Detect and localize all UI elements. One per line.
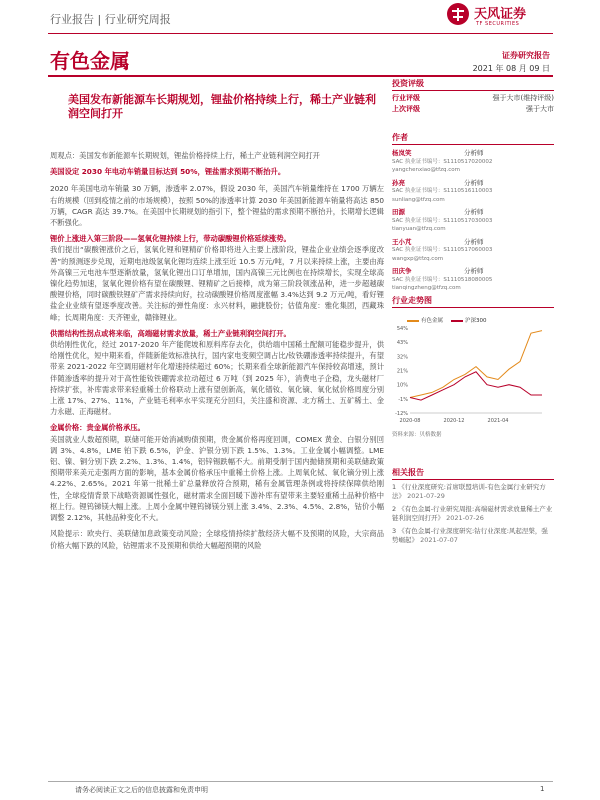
rating-panel [392,78,554,115]
author-name: 田源 [392,208,405,216]
page-number: 1 [540,785,545,793]
logo-text: 天风证券 [474,7,527,22]
author-item [392,149,554,175]
author-role: 分析师 [464,178,484,187]
y-tick-label: -1% [398,396,408,403]
report-type: 证券研究报告 [502,51,550,60]
authors-section-title: 作者 [392,132,554,145]
author-role: 分析师 [464,149,484,157]
title-divider [48,75,553,77]
author-cert: SAC 执业证书编号：S1110516110003 [392,188,493,194]
x-tick-label: 2020-12 [443,418,465,424]
author-name: 王小芃 [392,237,412,246]
author-role: 分析师 [464,208,484,216]
rating-section-title: 投资评级 [392,78,554,91]
report-date: 2021 年 08 月 09 日 [472,64,550,73]
author-cert: SAC 执业证书编号：S1110518080005 [392,276,493,283]
related-report-date: 2021-07-29 [407,492,445,500]
related-report-title: 2 《有色金属-行业研究周报:高端磁材需求放量稀土产业链利润空间打开》 [392,504,553,522]
author-item [392,208,554,234]
footer-disclaimer: 请务必阅读正文之后的信息披露和免责申明 [75,786,208,794]
logo-subtext: TF SECURITIES [476,21,520,27]
related-report-title: 3 《有色金属-行业深度研究:钴行业深度:风起涅槃，强势崛起》 [392,526,548,544]
authors-panel [392,132,554,293]
industry-rating-row [392,93,554,104]
author-cert: SAC 执业证书编号：S1110517030003 [392,217,493,224]
summary: 周观点：美国发布新能源车长期规划，锂盐价格持续上行，稀土产业链利润空间打开 [50,151,320,160]
author-name: 田庆争 [392,267,412,275]
industry-rating-value: 强于大市(维持评级) [492,94,554,102]
industry-rating-label: 行业评级 [392,94,420,102]
author-item [392,267,554,293]
y-tick-label: 43% [396,340,408,347]
y-tick-label: 54% [396,326,408,332]
chart-section-title: 行业走势图 [392,295,554,308]
chart-source: 资料来源：贝格数据 [392,432,442,438]
related-panel [392,468,554,546]
section3-text: 供给刚性优化，经过 2017-2020 年产能爬坡和原料库存去化，供给端中国稀土配额可能稳步提升，供给刚性优化，短中期来看，伴随新能效标准执行，国内家电变频空调占比/钕铁硼渗透率持续提升，有望带来 2021-2022 年空调用磁材年化增速持续超过 60%；长期来看全球新能源汽车保持较高增速，预计伴随渗透率的提升对于高性能钕铁硼需求拉动超过 6 万吨（到 2025 年），消费电子企稳，龙头磁材厂持续扩张，补库需求带来轻重稀土价格联动上涨有望创新高，氧化镨钕、氧化镝、氧化铽价格周度分别上涨 17%、27%、11%，产业链毛利率水平实现充分回归，关注盛和资源、北方稀土、五矿稀土、金力永磁、正海磁材。 [50,340,384,417]
author-item [392,238,554,264]
x-tick-label: 2020-08 [399,418,421,424]
y-tick-label: -12% [395,411,408,417]
author-email[interactable]: yangchenxiao@tfzq.com [392,167,460,173]
section4-text: 美国就业人数超预期，联储可能开始消减购债预期，贵金属价格再度回调，COMEX 黄金、白银分别回调 3%、4.8%，LME 铂下跌 6.5%，沪金、沪银分别下跌 1.5%、1.3%。工业金属小幅调整。LME 铝、镍、铜分别下跌 2.2%、1.3%、1.4%，铝锌锡跌幅不大。前期受制于国内抛储预期和美联储政策预期带来美元走强两方面的影响，基本金属价格承压中重稀土价格上涨。上周氧化铽、氧化镝分别上涨 4.22%、2.65%。2021 年第一批稀土矿总量释放符合预期，稀有金属管理条例或将持续保障供给刚性，全球疫情背景下战略资源属性强化，磁材需求全面回暖下游补库有望带来主要轻重稀土品种价格中枢上行。锂钨锑镁大幅上涨。上周小金属中锂钨锑镁分别上涨 3.4%、2.3%、4.5%、2.8%，钴价小幅调整 2.12%，其他品种变化不大。 [50,434,384,523]
author-email[interactable]: tianyuan@tfzq.com [392,226,446,232]
section3-title: 供需结构性拐点或将来临，高端磁材需求放量，稀土产业链利润空间打开。 [50,328,291,338]
prev-rating-row [392,104,554,115]
author-name: 孙亮 [392,178,405,187]
legend-item-1: 沪深300 [451,316,487,324]
headline: 美国发布新能源车长期规划，锂盐价格持续上行，稀土产业链利润空间打开 [68,93,376,120]
author-role: 分析师 [464,267,484,275]
footer-divider [48,781,553,782]
related-section-title: 相关报告 [392,468,554,480]
chart [392,308,554,428]
section4-title: 金属价格：贵金属价格承压。 [50,423,145,433]
risk-warning: 风险提示：欧央行、美联储加息政策变动风险；全球疫情持续扩散经济大幅不及预期的风险，大宗商品价格大幅下跌的风险，钴锂需求不及预期和供给大幅超预期的风险 [50,529,384,550]
section2-title: 锂价上涨进入第三阶段——氢氧化锂持续上行，带动碳酸锂价格延续涨势。 [50,234,291,244]
author-email[interactable]: sunliang@tfzq.com [392,196,445,203]
series-line-0 [410,331,542,398]
y-tick-label: 32% [396,354,408,361]
author-cert: SAC 执业证书编号：S1110517020002 [392,158,493,165]
related-report-title: 1 《行业深度研究:首席联盟培训-有色金属行业研究方法》 [392,482,546,500]
header-divider [48,33,553,34]
chart-section-title-wrap [392,295,554,308]
related-report-item[interactable] [392,505,554,524]
author-email[interactable]: wangxp@tfzq.com [392,255,444,262]
author-role: 分析师 [464,237,484,246]
report-category: 行业报告 | 行业研究周报 [50,13,171,26]
related-report-item[interactable] [392,483,554,502]
prev-rating-label: 上次评级 [392,105,420,113]
x-tick-label: 2021-04 [487,418,509,424]
series-line-1 [410,372,542,400]
y-tick-label: 10% [396,382,408,389]
report-body [50,150,384,556]
related-report-date: 2021-07-07 [420,536,458,544]
y-tick-label: 21% [396,368,408,375]
page-title: 有色金属 [50,49,130,73]
section2-text: 我们提出“碳酸锂涨价之后，氢氧化锂和锂精矿价格即将进入主要上涨阶段，锂盐企业业绩会逐季度改善”的预测逐步兑现，近期电池级氢氧化锂均连续上涨至近 10.5 万元/吨，7 月以来持续上涨，主要由海外高镍三元电池车型逐渐放量，氢氧化锂出口订单增加，国内高镍三元比例也在持续增长，实现全球高镍化趋势加速，氢氧化锂价格有望在碳酸锂、锂精矿之后接棒，成为第三阶段领涨品种，进一步超越碳酸锂价格，同时碳酸铁锂矿产需求持续向好，拉动碳酸锂价格周度涨幅 3.4%达到 9.2 万元/吨，看好锂盐企业业绩有望逐季度改善。关注标的弹性角度：永兴材料，融捷股份；估值角度：雅化集团，西藏珠峰；长周期角度：天齐锂业，赣锋锂业。 [50,245,384,322]
author-email[interactable]: tianqingzheng@tfzq.com [392,285,461,291]
prev-rating-value: 强于大市 [526,105,554,113]
author-cert: SAC 执业证书编号：S1110517060003 [392,247,493,253]
logo-icon [446,2,470,26]
chart-svg [392,308,554,428]
author-item [392,179,554,205]
related-report-item[interactable] [392,527,554,546]
chart-legend [407,316,487,324]
author-name: 杨岚笑 [392,149,412,157]
section1-text: 2020 年美国电动车销量 30 万辆，渗透率 2.07%，假设 2030 年，美国汽车销量维持在 1700 万辆左右的规模（回到疫情之前的市场规模），按照 50%的渗透率计算 2030 年美国新能源车销量将高达 850 万辆，CAGR 高达 39.7%。在美国中长期规划的指引下，整个锂盐的需求预期不断抬升，长期增长逻辑不断强化。 [50,184,384,228]
section1-title: 美国设定 2030 年电动车销量目标达到 50%，锂盐需求预期不断抬升。 [50,167,286,177]
related-report-date: 2021-07-26 [446,514,484,522]
legend-item-0: 有色金属 [407,316,443,324]
